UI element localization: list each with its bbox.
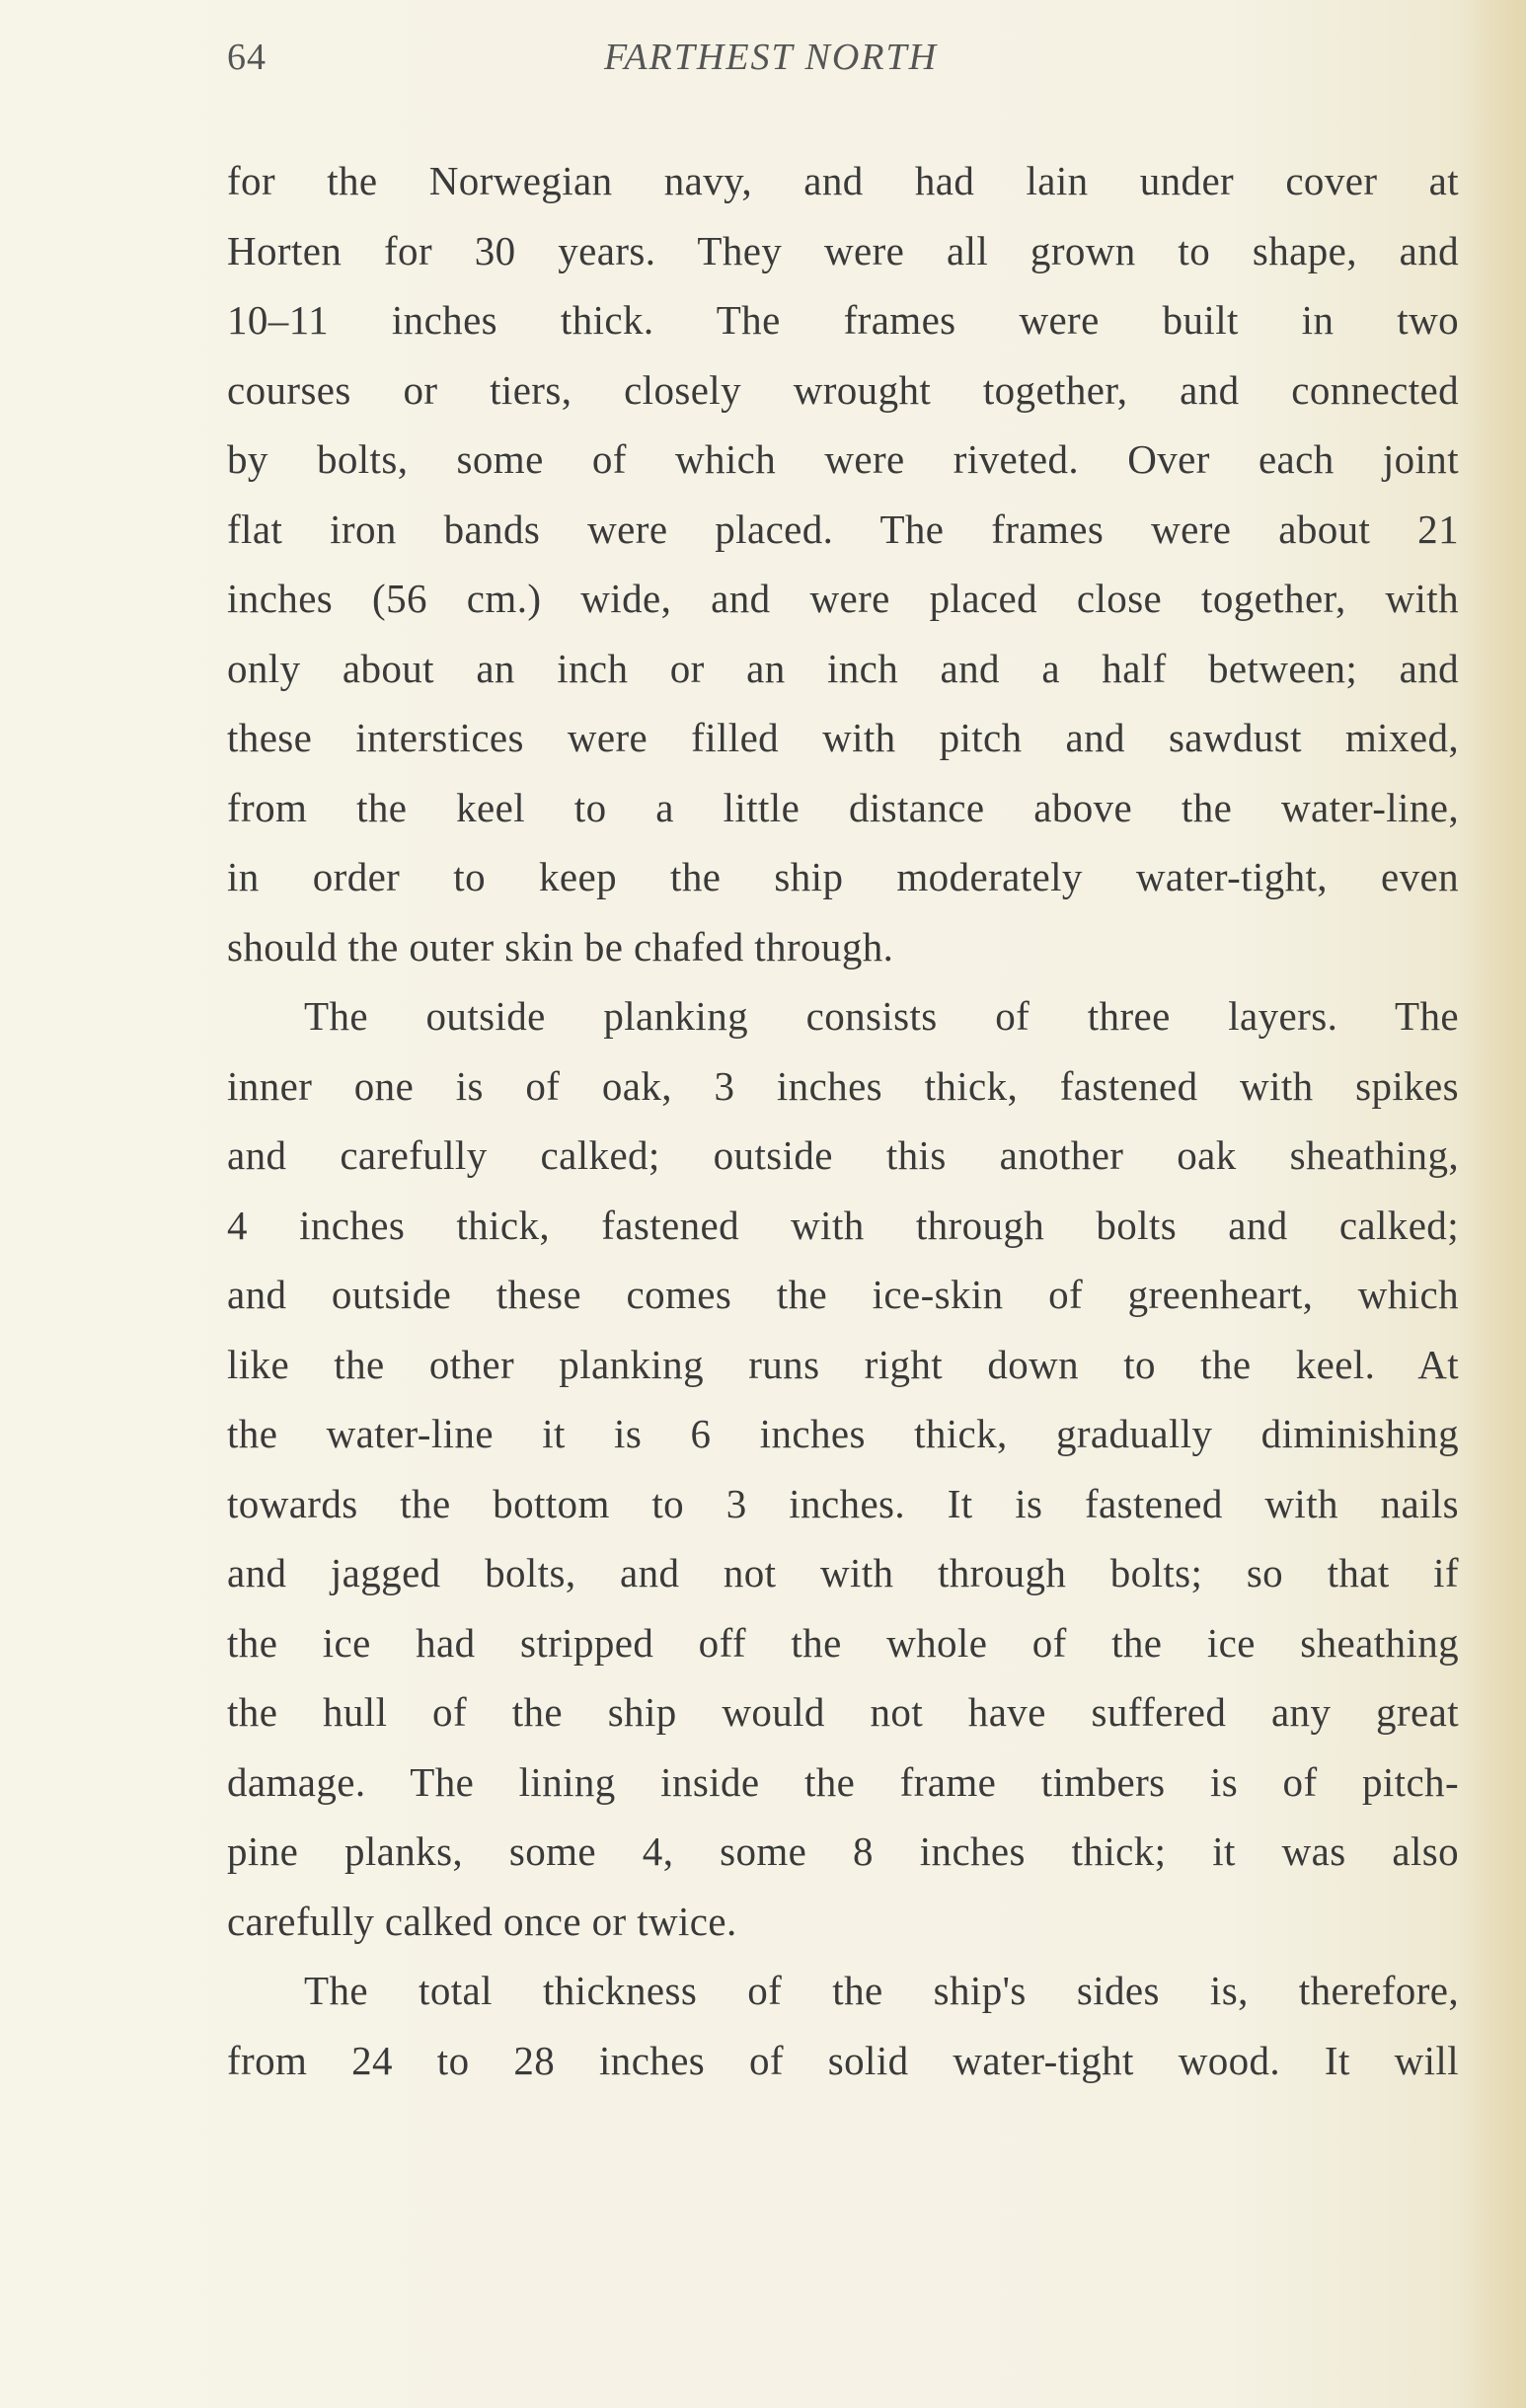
text-line: The total thickness of the ship's sides is, therefore, — [304, 1968, 1459, 2013]
body-text — [227, 146, 1459, 2095]
text-line: and outside these comes the ice-skin of greenheart, which — [227, 1272, 1459, 1317]
text-line: inches (56 cm.) wide, and were placed close together, with — [227, 576, 1459, 621]
page-header — [227, 36, 1461, 95]
text-line: towards the bottom to 3 inches. It is fastened with nails — [227, 1480, 1459, 1526]
text-line: by bolts, some of which were riveted. Over each joint — [227, 436, 1459, 482]
text-line: in order to keep the ship moderately water-tight, even — [227, 854, 1459, 899]
text-line: the ice had stripped off the whole of the ice sheathing — [227, 1619, 1459, 1666]
text-line: only about an inch or an inch and a half between; and — [227, 645, 1459, 691]
page-edge-shadow — [1467, 0, 1526, 2408]
paragraph-3 — [227, 1956, 1459, 2095]
text-line: 10–11 inches thick. The frames were built in two — [227, 297, 1459, 343]
text-line: Horten for 30 years. They were all grown to shape, and — [227, 227, 1459, 273]
text-line: The outside planking consists of three layers. The — [304, 993, 1459, 1039]
text-line: from the keel to a little distance above the water-line, — [227, 784, 1459, 830]
paragraph-1 — [227, 146, 1459, 981]
text-line: the water-line it is 6 inches thick, gradually diminishing — [227, 1411, 1459, 1456]
text-line: courses or tiers, closely wrought together, and connected — [227, 366, 1459, 413]
text-line: flat iron bands were placed. The frames were about 21 — [227, 505, 1459, 552]
page-number: 64 — [227, 37, 267, 78]
text-line: inner one is of oak, 3 inches thick, fastened with spikes — [227, 1062, 1459, 1109]
text-line: 4 inches thick, fastened with through bolts and calked; — [227, 1202, 1459, 1248]
running-title: FARTHEST NORTH — [604, 37, 939, 78]
text-line: for the Norwegian navy, and had lain under cover at — [227, 158, 1459, 203]
text-line: these interstices were filled with pitch and sawdust mixed, — [227, 715, 1459, 760]
text-line: like the other planking runs right down to the keel. At — [227, 1341, 1459, 1387]
text-line: and jagged bolts, and not with through bolts; so that if — [227, 1550, 1459, 1595]
text-line: carefully calked once or twice. — [227, 1898, 737, 1944]
text-line: and carefully calked; outside this another oak sheathing, — [227, 1132, 1459, 1178]
text-line: pine planks, some 4, some 8 inches thick; it was also — [227, 1828, 1459, 1874]
text-line: from 24 to 28 inches of solid water-tight wood. It will — [227, 2037, 1459, 2083]
text-line: damage. The lining inside the frame timbers is of pitch- — [227, 1758, 1459, 1805]
text-line: should the outer skin be chafed through. — [227, 923, 894, 970]
paragraph-2 — [227, 981, 1459, 1956]
text-line: the hull of the ship would not have suffered any great — [227, 1689, 1459, 1735]
